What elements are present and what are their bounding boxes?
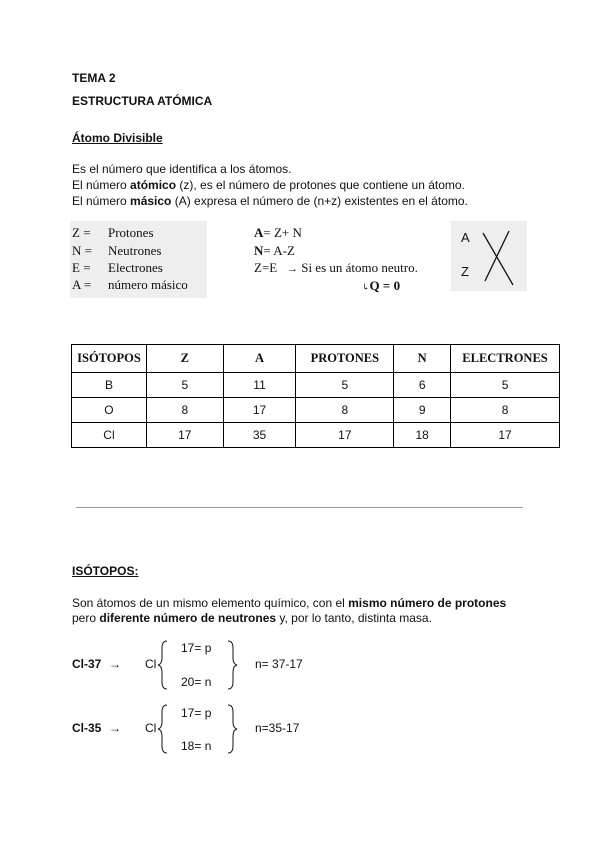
definition-name: Protones xyxy=(108,225,154,240)
text-segment: El número xyxy=(72,178,131,192)
diagram-label-a: A xyxy=(461,230,470,245)
table-cell: 5 xyxy=(451,373,560,398)
formula-symbol: N xyxy=(254,243,264,258)
definition-name: Neutrones xyxy=(108,243,162,258)
right-brace-icon xyxy=(226,640,238,690)
column-header: ISÓTOPOS xyxy=(72,345,147,373)
element-symbol: Cl xyxy=(145,721,157,735)
section-heading-isotopos: ISÓTOPOS: xyxy=(72,564,139,578)
arrow-icon: → xyxy=(109,721,121,735)
table-cell: 8 xyxy=(296,398,394,423)
table-cell: 5 xyxy=(146,373,223,398)
table-cell: 9 xyxy=(394,398,451,423)
formula-neutral xyxy=(254,260,418,276)
isotopes-table xyxy=(71,344,560,448)
neutrons-value: 20= n xyxy=(181,675,212,689)
diagram-label-z: Z xyxy=(461,264,469,279)
table-header-row xyxy=(72,345,560,373)
formula-text: = Z+ N xyxy=(263,225,302,240)
column-header: ELECTRONES xyxy=(451,345,560,373)
definition-row xyxy=(72,243,161,259)
definition-symbol: N = xyxy=(72,243,92,258)
formula-n xyxy=(254,243,295,259)
formula-charge xyxy=(362,278,400,294)
text-bold: másico xyxy=(130,194,172,208)
arrow-icon: → xyxy=(286,263,298,275)
definition-row xyxy=(72,277,188,293)
text-segment: (z), es el número de protones que contiene un átomo. xyxy=(176,178,465,192)
formula-symbol: A xyxy=(254,225,264,240)
text-bold: mismo número de protones xyxy=(348,596,507,610)
definition-row xyxy=(72,260,163,276)
paragraph-line-2 xyxy=(72,177,465,193)
neutrons-value: 18= n xyxy=(181,739,212,753)
left-brace-icon xyxy=(157,640,169,690)
column-header: A xyxy=(223,345,296,373)
definition-symbol: A = xyxy=(72,277,92,292)
turn-arrow-icon: ↳ xyxy=(362,282,370,292)
text-segment: El número xyxy=(72,194,131,208)
table-cell: 5 xyxy=(296,373,394,398)
table-cell: O xyxy=(72,398,147,423)
neutron-formula: n= 37-17 xyxy=(255,657,303,671)
table-cell: 18 xyxy=(394,423,451,448)
formula-text: Z=E xyxy=(254,260,278,275)
text-segment: pero xyxy=(72,611,100,625)
right-brace-icon xyxy=(226,704,238,754)
table-cell: 17 xyxy=(223,398,296,423)
text-segment: (A) expresa el número de (n+z) existentes en el átomo. xyxy=(171,194,468,208)
left-brace-icon xyxy=(157,704,169,754)
paragraph-line xyxy=(72,610,432,626)
tema-label: TEMA 2 xyxy=(72,71,116,85)
paragraph-line-1: Es el número que identifica a los átomos. xyxy=(72,162,292,176)
definition-symbol: Z = xyxy=(72,225,91,240)
section-heading-atomo: Átomo Divisible xyxy=(72,131,163,145)
table-cell: 17 xyxy=(296,423,394,448)
arrow-icon: → xyxy=(109,657,121,671)
formula-text: = A-Z xyxy=(263,243,295,258)
paragraph-line-3 xyxy=(72,193,468,209)
table-cell: 8 xyxy=(146,398,223,423)
definition-symbol: E = xyxy=(72,260,91,275)
table-cell: 35 xyxy=(223,423,296,448)
formula-a xyxy=(254,225,302,241)
definition-name: número másico xyxy=(108,277,188,292)
table-row xyxy=(72,423,560,448)
horizontal-divider xyxy=(76,507,523,508)
page-title: ESTRUCTURA ATÓMICA xyxy=(72,94,213,108)
table-row xyxy=(72,373,560,398)
table-row xyxy=(72,398,560,423)
table-cell: 17 xyxy=(451,423,560,448)
isotope-label: Cl-37 xyxy=(72,657,102,671)
table-cell: Cl xyxy=(72,423,147,448)
protons-value: 17= p xyxy=(181,706,212,720)
definition-name: Electrones xyxy=(108,260,163,275)
neutron-formula: n=35-17 xyxy=(255,721,300,735)
text-segment: y, por lo tanto, distinta masa. xyxy=(276,611,432,625)
protons-value: 17= p xyxy=(181,641,212,655)
column-header: PROTONES xyxy=(296,345,394,373)
table-cell: 8 xyxy=(451,398,560,423)
table-cell: 11 xyxy=(223,373,296,398)
text-bold: atómico xyxy=(130,178,177,192)
table-cell: B xyxy=(72,373,147,398)
element-symbol: Cl xyxy=(145,657,157,671)
isotope-label: Cl-35 xyxy=(72,721,102,735)
nuclide-notation-diagram xyxy=(451,221,527,291)
column-header: Z xyxy=(146,345,223,373)
table-cell: 17 xyxy=(146,423,223,448)
definition-row xyxy=(72,225,154,241)
cross-lines-icon xyxy=(451,221,527,291)
text-bold: diferente número de neutrones xyxy=(99,611,277,625)
paragraph-line xyxy=(72,595,506,611)
formula-text: Si es un átomo neutro. xyxy=(301,260,418,275)
text-segment: Son átomos de un mismo elemento químico, con el xyxy=(72,596,349,610)
table-cell: 6 xyxy=(394,373,451,398)
column-header: N xyxy=(394,345,451,373)
formula-text: Q = 0 xyxy=(369,278,401,293)
